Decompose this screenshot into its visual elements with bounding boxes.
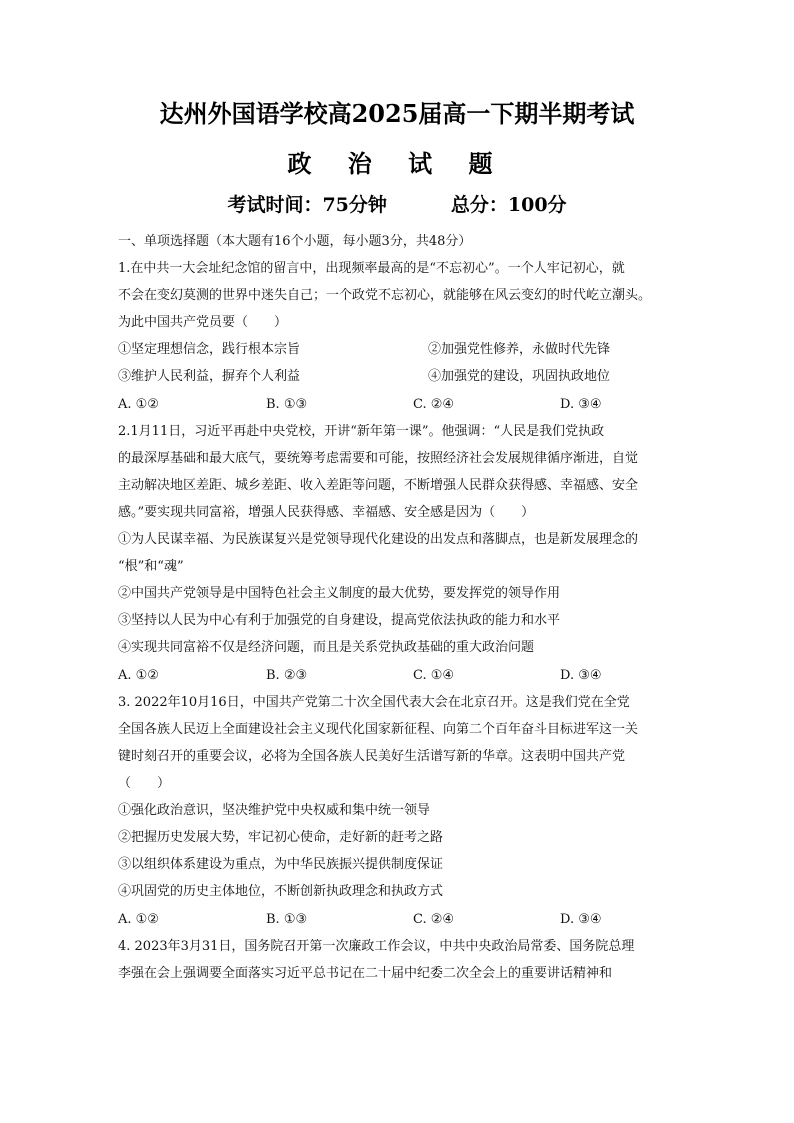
- question-3-line: 键时刻召开的重要会议，必将为全国各族人民美好生活谱写新的华章。这表明中国共产党: [118, 749, 626, 764]
- question-1-line: 不会在变幻莫测的世界中迷失自己；一个政党不忘初心，就能够在风云变幻的时代屹立潮头。: [118, 288, 652, 303]
- question-3-statement: ②把握历史发展大势，牢记初心使命，走好新的赶考之路: [118, 830, 444, 845]
- question-2-statement: ②中国共产党领导是中国特色社会主义制度的最大优势，要发挥党的领导作用: [118, 586, 561, 601]
- exam-time: 考试时间：75分钟: [227, 194, 387, 216]
- school-exam-title: 达州外国语学校高2025届高一下期半期考试: [159, 99, 635, 128]
- question-3-statement: ①强化政治意识，坚决维护党中央权威和集中统一领导: [118, 803, 431, 818]
- question-1-choice: A. ①②: [118, 397, 159, 412]
- question-3-line: （ ）: [118, 776, 171, 791]
- question-3-choice: A. ①②: [118, 912, 159, 927]
- question-1-line: 为此中国共产党员要（ ）: [118, 315, 288, 330]
- question-2-choice: B. ②③: [266, 668, 308, 683]
- question-4-line: 4. 2023年3月31日，国务院召开第一次廉政工作会议，中共中央政治局常委、国务院总理: [118, 939, 635, 954]
- section-heading: 一、单项选择题（本大题有16个小题，每小题3分，共48分）: [118, 234, 472, 249]
- question-3-line: 全国各族人民迈上全面建设社会主义现代化国家新征程、向第二个百年奋斗目标进军这一关: [118, 722, 639, 737]
- question-2-choice: C. ①④: [413, 668, 455, 683]
- question-1-choice: D. ③④: [560, 397, 602, 412]
- question-2-statement: ①为人民谋幸福、为民族谋复兴是党领导现代化建设的出发点和落脚点，也是新发展理念的: [118, 532, 639, 547]
- question-4-line: 李强在会上强调要全面落实习近平总书记在二十届中纪委二次全会上的重要讲话精神和: [118, 966, 613, 981]
- question-3-choice: B. ①③: [266, 912, 308, 927]
- question-2-statement: “根”和“魂”: [118, 559, 184, 574]
- question-1-statement: ③维护人民利益，摒弃个人利益: [118, 369, 301, 384]
- question-1-choice: C. ②④: [413, 397, 455, 412]
- question-1-line: 1.在中共一大会址纪念馆的留言中，出现频率最高的是“不忘初心”。一个人牢记初心，就: [118, 261, 625, 276]
- question-3-line: 3. 2022年10月16日，中国共产党第二十次全国代表大会在北京召开。这是我们党在全党: [118, 695, 630, 710]
- question-2-choice: A. ①②: [118, 668, 159, 683]
- question-2-line: 感。”要实现共同富裕，增强人民获得感、幸福感、安全感是因为（ ）: [118, 505, 535, 520]
- question-1-statement: ①坚定理想信念，践行根本宗旨: [118, 342, 301, 357]
- question-2-line: 2.1月11日，习近平再赴中央党校，开讲“新年第一课”。他强调：“人民是我们党执政: [118, 424, 605, 439]
- question-1-choice: B. ①③: [266, 397, 308, 412]
- question-2-line: 的最深厚基础和最大底气，要统筹考虑需要和可能，按照经济社会发展规律循序渐进，自觉: [118, 451, 639, 466]
- question-3-statement: ④巩固党的历史主体地位，不断创新执政理念和执政方式: [118, 884, 444, 899]
- question-1-statement: ④加强党的建设，巩固执政地位: [428, 369, 611, 384]
- question-2-statement: ③坚持以人民为中心有利于加强党的自身建设，提高党依法执政的能力和水平: [118, 613, 561, 628]
- question-1-statement: ②加强党性修养，永做时代先锋: [428, 342, 611, 357]
- question-2-choice: D. ③④: [560, 668, 602, 683]
- exam-info: [0, 190, 794, 217]
- question-2-line: 主动解决地区差距、城乡差距、收入差距等问题，不断增强人民群众获得感、幸福感、安全: [118, 478, 639, 493]
- total-score: 总分：100分: [450, 194, 567, 216]
- question-2-statement: ④实现共同富裕不仅是经济问题，而且是关系党执政基础的重大政治问题: [118, 640, 535, 655]
- question-3-choice: D. ③④: [560, 912, 602, 927]
- question-3-choice: C. ②④: [413, 912, 455, 927]
- question-3-statement: ③以组织体系建设为重点，为中华民族振兴提供制度保证: [118, 857, 444, 872]
- subject-title: 政 治 试 题: [287, 149, 507, 178]
